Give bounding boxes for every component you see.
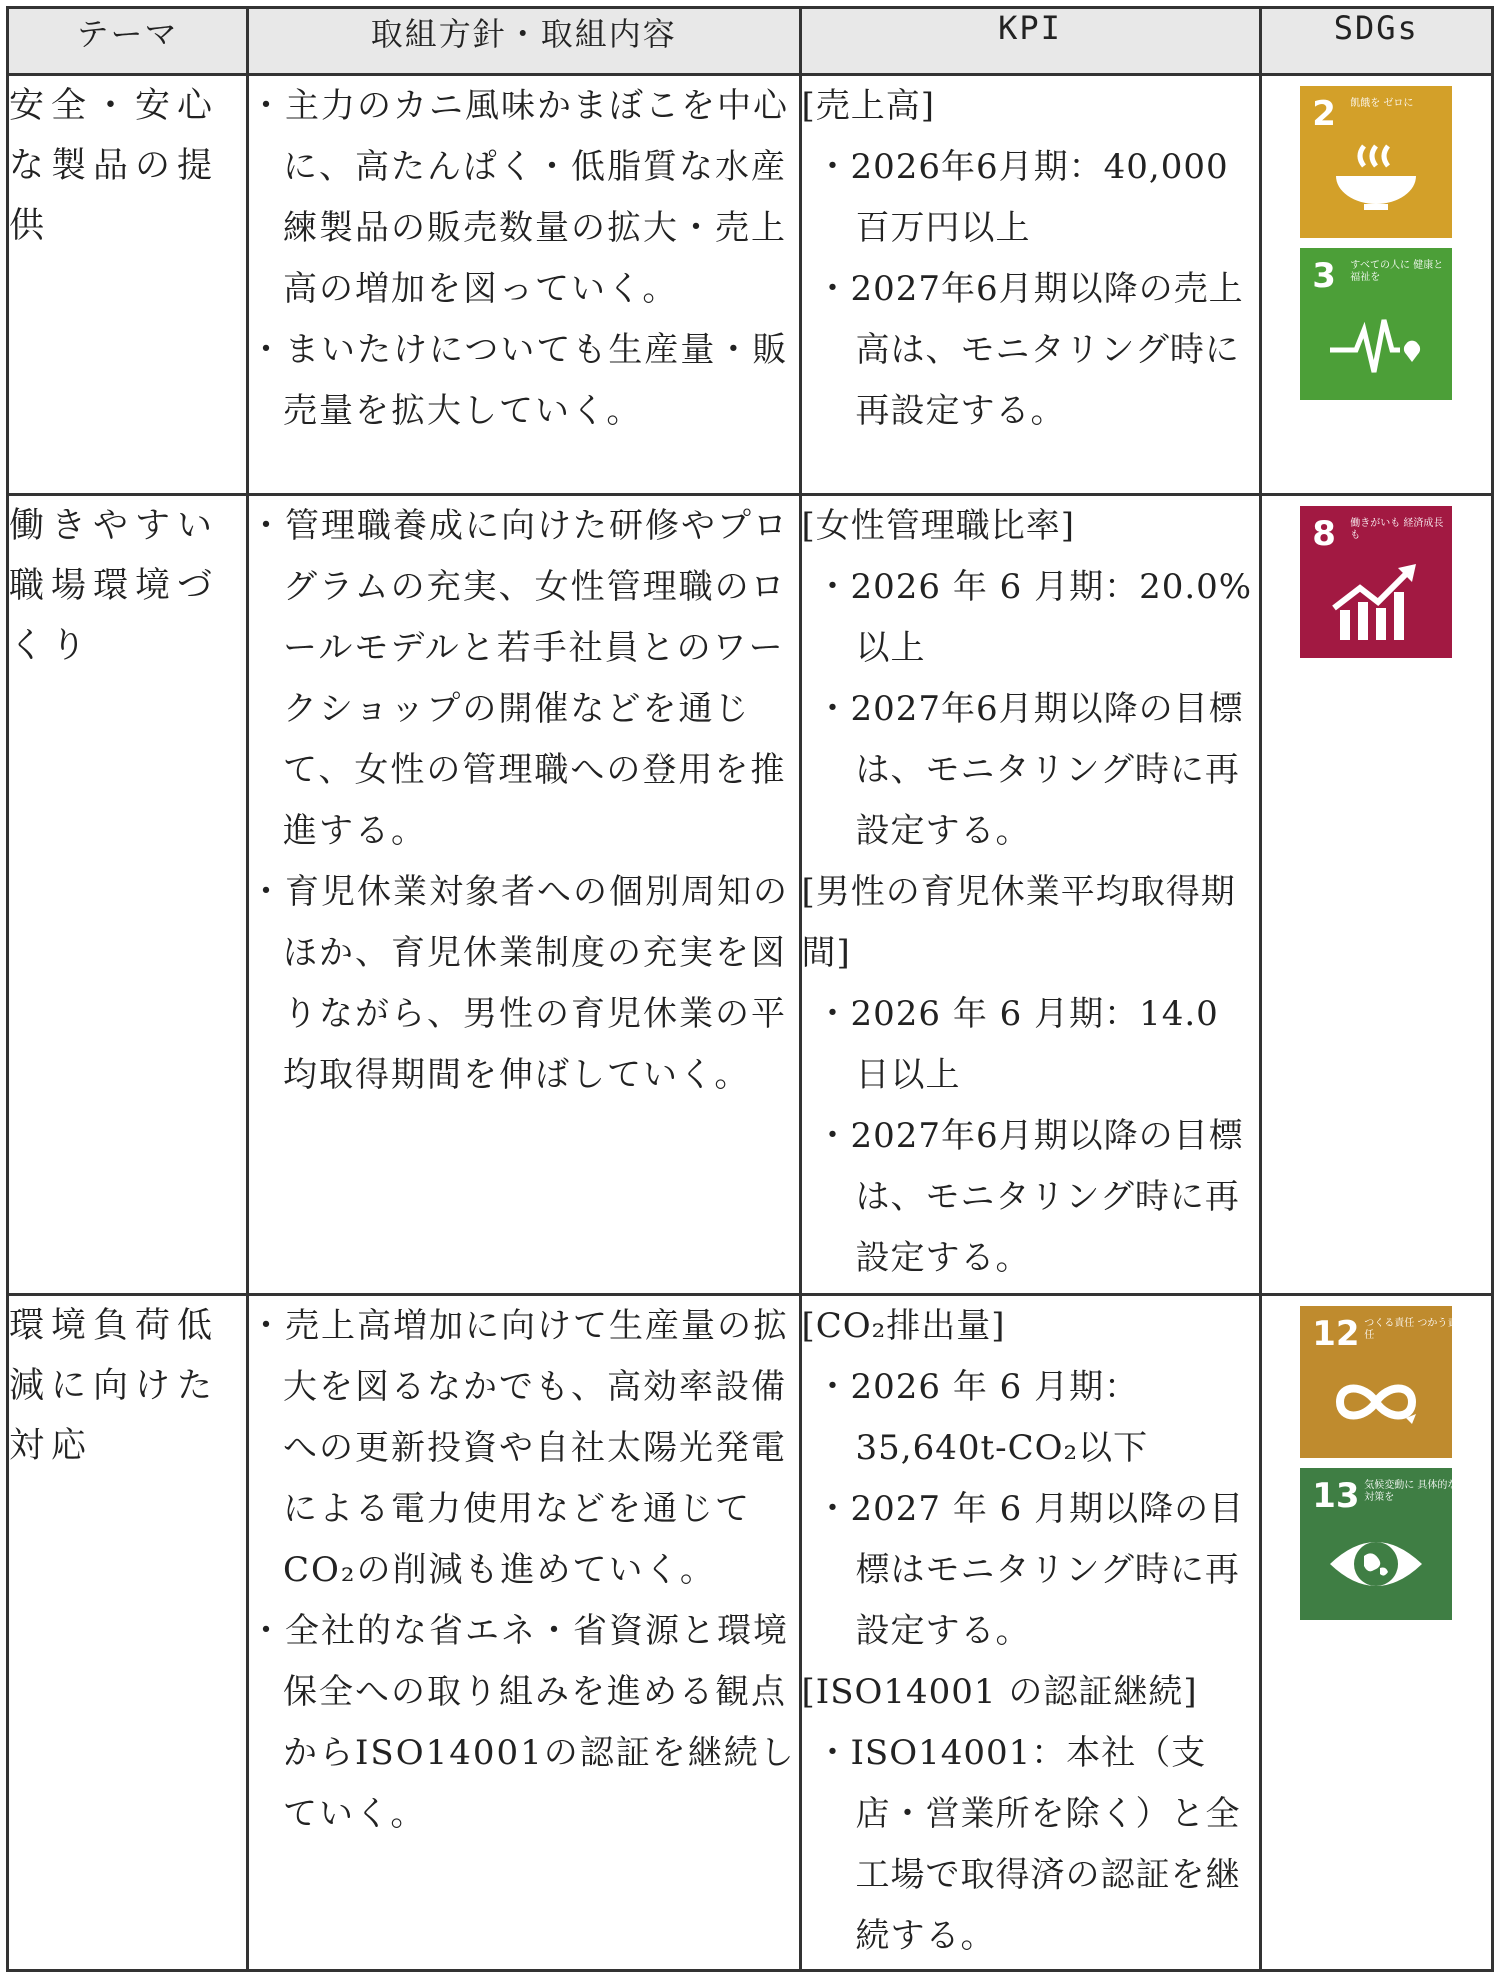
policy-item: ・育児休業対象者への個別周知のほか、育児休業制度の充実を図りながら、男性の育児休業の平均取得期間を伸ばしていく。 bbox=[249, 872, 789, 1095]
header-sdgs: SDGs bbox=[1260, 8, 1493, 75]
kpi-item: ・2027年6月期以降の売上高は、モニタリング時に再設定する。 bbox=[815, 269, 1244, 431]
policy-item: ・まいたけについても生産量・販売量を拡大していく。 bbox=[249, 330, 789, 431]
sdg-goal-8-icon bbox=[1300, 506, 1452, 658]
theme-cell: 働きやすい職場環境づくり bbox=[8, 495, 248, 1295]
sdg-goal-caption: 気候変動に 具体的な対策を bbox=[1364, 1480, 1458, 1503]
sdg-table bbox=[6, 6, 1494, 1972]
sdgs-cell bbox=[1260, 495, 1493, 1295]
kpi-item: ・2026 年 6 月期：35,640t-CO₂以下 bbox=[815, 1367, 1149, 1468]
theme-cell: 環境負荷低減に向けた対応 bbox=[8, 1295, 248, 1971]
infinity-icon bbox=[1326, 1358, 1426, 1446]
row-workplace bbox=[8, 495, 1493, 1295]
bowl-icon bbox=[1326, 138, 1426, 226]
kpi-item: ・2027 年 6 月期以降の目標はモニタリング時に再設定する。 bbox=[815, 1489, 1245, 1651]
policy-item: ・全社的な省エネ・省資源と環境保全への取り組みを進める観点からISO14001の認証を継続していく。 bbox=[249, 1611, 796, 1834]
sdg-goal-12-icon bbox=[1300, 1306, 1458, 1458]
kpi-item: ・2027年6月期以降の目標は、モニタリング時に再設定する。 bbox=[815, 689, 1244, 851]
sdg-goal-number: 13 bbox=[1312, 1476, 1360, 1516]
header-kpi: KPI bbox=[800, 8, 1260, 75]
header-row bbox=[8, 8, 1493, 75]
sdg-goal-3-icon bbox=[1300, 248, 1452, 400]
header-policy: 取組方針・取組内容 bbox=[248, 8, 801, 75]
sdg-goal-2-icon bbox=[1300, 86, 1452, 238]
header-theme: テーマ bbox=[8, 8, 248, 75]
heartbeat-icon bbox=[1326, 300, 1426, 388]
sdg-goal-13-icon bbox=[1300, 1468, 1458, 1620]
policy-item: ・管理職養成に向けた研修やプログラムの充実、女性管理職のロールモデルと若手社員とのワークショップの開催などを通じて、女性の管理職への登用を推進する。 bbox=[249, 506, 789, 851]
sdg-goal-caption: すべての人に 健康と福祉を bbox=[1350, 260, 1444, 283]
row-safety bbox=[8, 75, 1493, 495]
theme-cell: 安全・安心な製品の提供 bbox=[8, 75, 248, 495]
kpi-item: ・2026 年 6 月期：20.0%以上 bbox=[815, 567, 1253, 668]
sdg-goal-caption: 働きがいも 経済成長も bbox=[1350, 518, 1444, 541]
growth-chart-icon bbox=[1326, 558, 1426, 646]
policy-item: ・売上高増加に向けて生産量の拡大を図るなかでも、高効率設備への更新投資や自社太陽光発電による電力使用などを通じてCO₂の削減も進めていく。 bbox=[249, 1306, 789, 1590]
sdg-goal-number: 12 bbox=[1312, 1314, 1360, 1354]
kpi-item: ・2026 年 6 月期：14.0 日以上 bbox=[815, 994, 1219, 1095]
policy-cell bbox=[248, 495, 801, 1295]
policy-cell bbox=[248, 1295, 801, 1971]
kpi-heading: [売上高] bbox=[801, 86, 936, 126]
sdg-goal-caption: 飢餓を ゼロに bbox=[1350, 98, 1414, 109]
kpi-item: ・ISO14001：本社（支店・営業所を除く）と全工場で取得済の認証を継続する。 bbox=[815, 1733, 1241, 1956]
kpi-cell bbox=[800, 495, 1260, 1295]
policy-cell bbox=[248, 75, 801, 495]
kpi-cell bbox=[800, 75, 1260, 495]
earth-eye-icon bbox=[1326, 1520, 1426, 1608]
kpi-heading: [女性管理職比率] bbox=[801, 506, 1076, 546]
sdg-goal-number: 8 bbox=[1312, 514, 1336, 554]
sdgs-cell bbox=[1260, 1295, 1493, 1971]
kpi-item: ・2026年6月期：40,000百万円以上 bbox=[815, 147, 1229, 248]
sdgs-cell bbox=[1260, 75, 1493, 495]
policy-item: ・主力のカニ風味かまぼこを中心に、高たんぱく・低脂質な水産練製品の販売数量の拡大・売上高の増加を図っていく。 bbox=[249, 86, 789, 309]
kpi-item: ・2027年6月期以降の目標は、モニタリング時に再設定する。 bbox=[815, 1116, 1244, 1278]
sdg-goal-number: 3 bbox=[1312, 256, 1336, 296]
kpi-heading: [ISO14001 の認証継続] bbox=[801, 1672, 1198, 1712]
row-environment bbox=[8, 1295, 1493, 1971]
sdg-goal-number: 2 bbox=[1312, 94, 1336, 134]
kpi-cell bbox=[800, 1295, 1260, 1971]
sdg-goal-caption: つくる責任 つかう責任 bbox=[1364, 1318, 1458, 1341]
kpi-heading: [男性の育児休業平均取得期間] bbox=[801, 872, 1236, 973]
kpi-heading: [CO₂排出量] bbox=[801, 1306, 1006, 1346]
